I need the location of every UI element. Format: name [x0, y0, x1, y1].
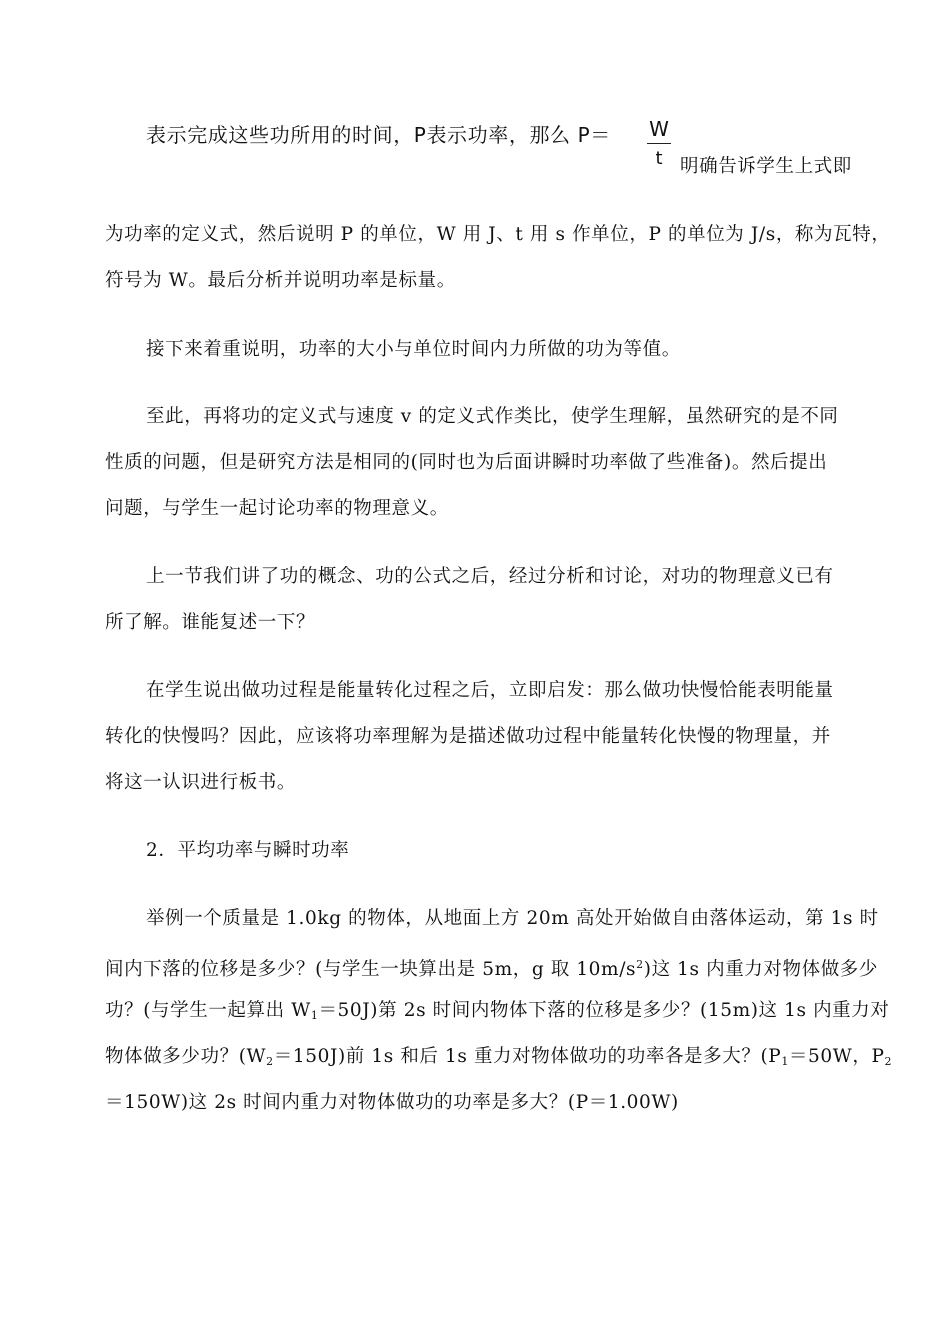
fraction-bar	[647, 143, 671, 144]
paragraph-line: 符号为 W。最后分析并说明功率是标量。	[105, 270, 456, 291]
paragraph-line: 将这一认识进行板书。	[105, 772, 297, 793]
paragraph-line: 所了解。谁能复述一下？	[105, 612, 316, 633]
paragraph-line: 问题，与学生一起讨论功率的物理意义。	[105, 498, 449, 519]
paragraph-line: 在学生说出做功过程是能量转化过程之后，立即启发：那么做功快慢恰能表明能量	[146, 680, 834, 701]
example-line: 物体做多少功？$(W_2=150J)$前 1s 和后 1s 重力对物体做功的功率各是多大？($P_1=50W$，$P_2$	[105, 1046, 893, 1068]
example-line: ＝150W)这 2s 时间内重力对物体做功的功率是多大？(P＝1.00W)	[105, 1092, 679, 1113]
fraction-numerator: W	[649, 117, 669, 141]
subscript: 2	[266, 1055, 274, 1068]
subscript: 1	[781, 1055, 789, 1068]
superscript: 2	[636, 958, 644, 971]
power-fraction	[646, 116, 672, 172]
paragraph-line: 为功率的定义式，然后说明 P 的单位，W 用 J、t 用 s 作单位，P 的单位为 J/s，称为瓦特，	[105, 224, 891, 245]
example-line: 功？(与学生一起算出 $W_1=50J$)第 2s 时间内物体下落的位移是多少？(15m)这 1s 内重力对	[105, 1000, 890, 1022]
formula-intro-text: 表示完成这些功所用的时间，P表示功率，那么 P＝	[146, 123, 611, 147]
example-line: 间内下落的位移是多少？(与学生一块算出是 5m，g 取 $10m/s^2$)这 1s 内重力对物体做多少	[105, 958, 878, 980]
example-line: 举例一个质量是 1.0kg 的物体，从地面上方 20m 高处开始做自由落体运动，第 1s 时	[146, 908, 879, 929]
subscript: 1	[310, 1009, 319, 1022]
paragraph-line: 接下来着重说明，功率的大小与单位时间内力所做的功为等值。	[146, 339, 681, 360]
paragraph-line: 上一节我们讲了功的概念、功的公式之后，经过分析和讨论，对功的物理意义已有	[146, 566, 834, 587]
paragraph-line: 转化的快慢吗？因此，应该将功率理解为是描述做功过程中能量转化快慢的物理量，并	[105, 726, 831, 747]
section-heading: 2．平均功率与瞬时功率	[146, 840, 350, 861]
paragraph-line: 性质的问题，但是研究方法是相同的(同时也为后面讲瞬时功率做了些准备)。然后提出	[105, 452, 828, 473]
paragraph-line: 至此，再将功的定义式与速度 v 的定义式作类比，使学生理解，虽然研究的是不同	[146, 406, 839, 427]
formula-tail-text: 明确告诉学生上式即	[680, 156, 852, 177]
fraction-denominator: t	[655, 148, 663, 169]
subscript: 2	[884, 1055, 893, 1068]
